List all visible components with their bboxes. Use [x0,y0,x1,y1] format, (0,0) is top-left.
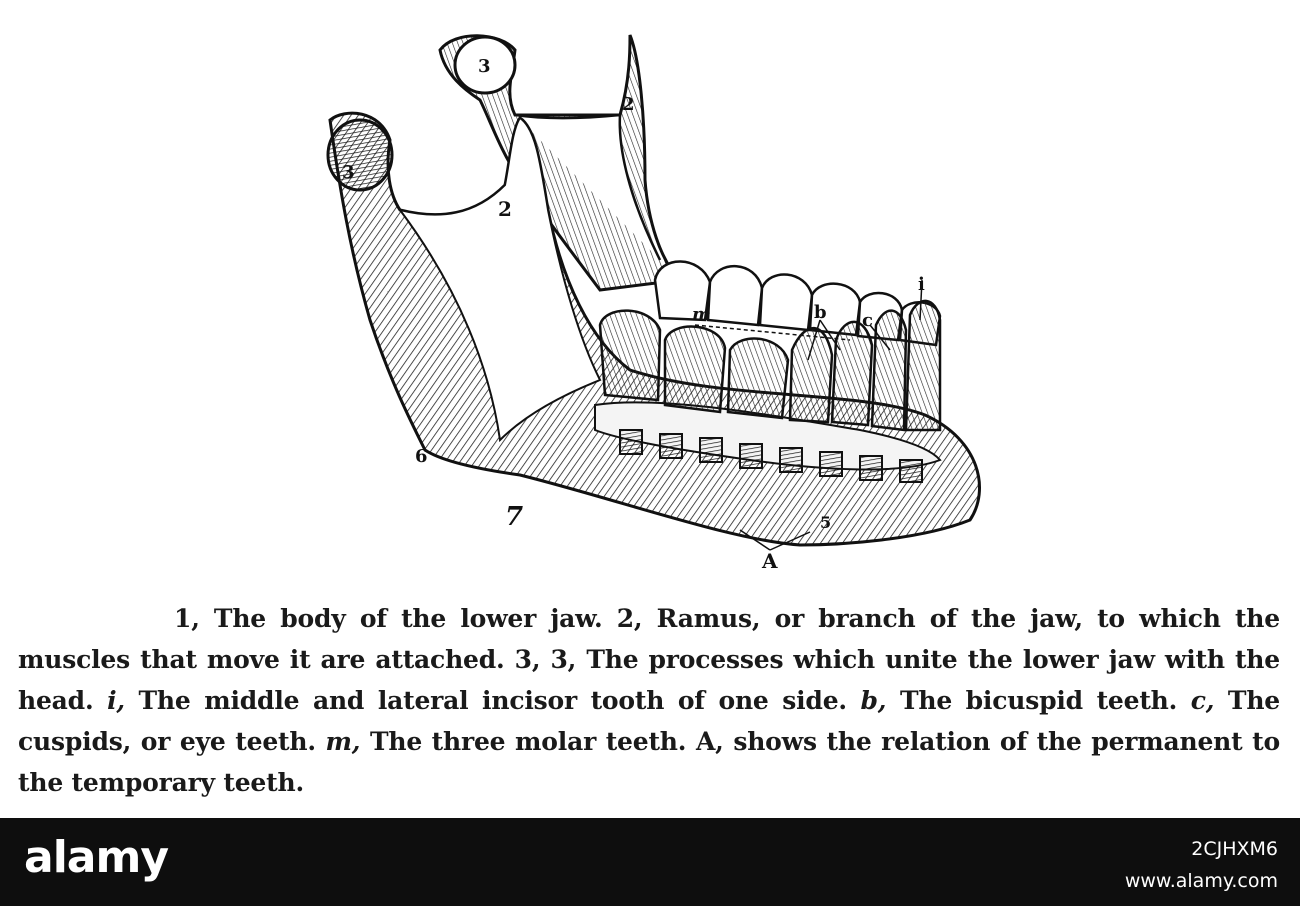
caption-text-7: The three molar teeth. [360,727,696,756]
angle-label: 6 [415,446,428,467]
caption-num-1: 1, [174,604,200,633]
figure-caption [18,598,1280,803]
cuspid-label: c [862,310,873,331]
caption-letter-i: i, [107,686,125,715]
caption-letter-c: c, [1190,686,1215,715]
caption-text-4: The middle and lateral incisor tooth of one side. [124,686,861,715]
molar-label: m [692,304,712,325]
caption-text-5: The bicuspid teeth. [886,686,1191,715]
caption-num-2: 2, [616,604,643,633]
caption-letter-a: A, [695,727,724,756]
process-label-front: 3 [342,162,355,183]
caption-letter-b: b, [860,686,887,715]
lower-label: 7 [505,502,524,532]
caption-num-3: 3, 3, [514,645,577,674]
site-url[interactable]: www.alamy.com [1124,870,1278,892]
relation-label: A [762,549,778,573]
bicuspid-label: b [814,302,827,323]
body-label: 5 [820,513,832,532]
caption-text-3: The processes which unite the lower jaw with the head. [18,645,1280,715]
caption-letter-m: m, [325,727,361,756]
caption-text-2: Ramus, or branch of the jaw, to which the muscles that move it are attached. [18,604,1280,674]
alamy-logo: alamy [24,832,168,883]
watermark-bar [0,818,1300,906]
caption-text-1: The body of the lower jaw. [199,604,617,633]
process-label-rear: 3 [478,56,491,77]
ramus-label-rear: 2 [622,94,635,115]
caption-text-8: shows the relation of the permanent to the temporary teeth. [18,727,1280,797]
ramus-label-front: 2 [498,197,512,221]
incisor-label: i [918,274,925,295]
caption-text-6: The cuspids, or eye teeth. [18,686,1281,756]
lower-jaw-engraving [300,20,990,580]
image-id: 2CJHXM6 [1191,838,1278,860]
jaw-illustration [300,20,990,580]
